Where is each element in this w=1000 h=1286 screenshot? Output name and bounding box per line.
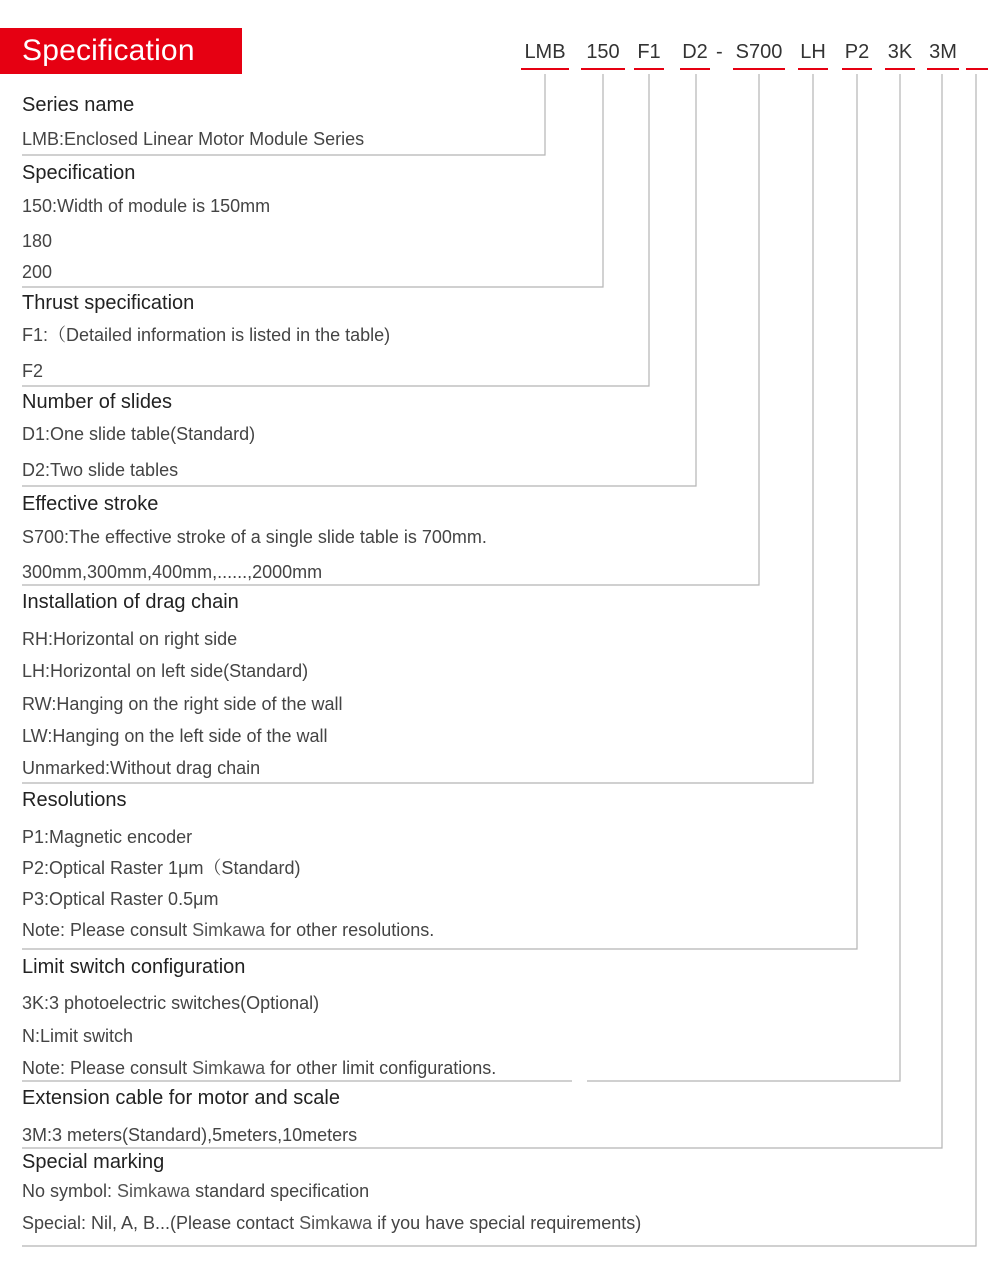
brand-name: Simkawa (192, 920, 266, 940)
heading-extension-cable: Extension cable for motor and scale (22, 1087, 340, 1109)
stroke-line: 300mm,300mm,400mm,......,2000mm (22, 562, 323, 582)
stroke-line: S700:The effective stroke of a single slide table is 700mm. (22, 527, 487, 547)
code-limit-switch: 3K (887, 41, 913, 63)
heading-thrust: Thrust specification (22, 292, 195, 314)
brand-name: Simkawa (192, 1058, 266, 1078)
code-stroke: S700 (735, 41, 783, 63)
code-slides: D2 (682, 41, 708, 63)
page-title: Specification (0, 28, 242, 74)
thrust-line: F2 (22, 361, 44, 381)
limit-switch-note (22, 1057, 496, 1079)
heading-slides: Number of slides (22, 391, 173, 413)
slides-line: D2:Two slide tables (22, 460, 179, 480)
heading-stroke: Effective stroke (22, 493, 159, 515)
code-cable: 3M (929, 41, 957, 63)
heading-special-marking: Special marking (22, 1151, 165, 1173)
drag-chain-line: LH:Horizontal on left side(Standard) (22, 661, 309, 681)
note-prefix: Note: Please consult (22, 920, 193, 940)
brand-name: Simkawa (299, 1213, 373, 1233)
code-width: 150 (586, 41, 620, 63)
resolution-note (22, 919, 434, 941)
drag-chain-line: RH:Horizontal on right side (22, 629, 238, 649)
resolution-line: P2:Optical Raster 1μm（Standard) (22, 858, 301, 878)
heading-limit-switch: Limit switch configuration (22, 956, 246, 978)
brand-name: Simkawa (117, 1181, 191, 1201)
series-line: LMB:Enclosed Linear Motor Module Series (22, 129, 365, 149)
thrust-line: F1:（Detailed information is listed in the table) (22, 325, 391, 345)
width-line: 150:Width of module is 150mm (22, 196, 271, 216)
cable-line: 3M:3 meters(Standard),5meters,10meters (22, 1125, 358, 1145)
code-thrust: F1 (637, 41, 661, 63)
code-separator: - (716, 41, 723, 63)
special-line (22, 1180, 369, 1202)
special-suffix: standard specification (190, 1181, 370, 1201)
drag-chain-line: LW:Hanging on the left side of the wall (22, 726, 328, 746)
drag-chain-line: Unmarked:Without drag chain (22, 758, 261, 778)
code-drag-chain: LH (800, 41, 826, 63)
code-resolution: P2 (844, 41, 870, 63)
connector-limit-switch (587, 74, 900, 1081)
resolution-line: P1:Magnetic encoder (22, 827, 193, 847)
limit-switch-line: 3K:3 photoelectric switches(Optional) (22, 993, 320, 1013)
note-prefix: Note: Please consult (22, 1058, 193, 1078)
drag-chain-line: RW:Hanging on the right side of the wall (22, 694, 343, 714)
special-line (22, 1212, 641, 1234)
heading-series-name: Series name (22, 94, 135, 116)
resolution-line: P3:Optical Raster 0.5μm (22, 889, 219, 909)
slides-line: D1:One slide table(Standard) (22, 424, 256, 444)
limit-switch-line: N:Limit switch (22, 1026, 134, 1046)
heading-resolutions: Resolutions (22, 789, 127, 811)
width-line: 200 (22, 262, 53, 282)
note-suffix: for other limit configurations. (265, 1058, 497, 1078)
note-suffix: for other resolutions. (265, 920, 435, 940)
heading-drag-chain: Installation of drag chain (22, 591, 239, 613)
special-prefix: Special: Nil, A, B...(Please contact (22, 1213, 300, 1233)
special-prefix: No symbol: (22, 1181, 118, 1201)
code-series: LMB (524, 41, 566, 63)
special-suffix: if you have special requirements) (372, 1213, 642, 1233)
width-line: 180 (22, 231, 53, 251)
heading-specification: Specification (22, 162, 136, 184)
